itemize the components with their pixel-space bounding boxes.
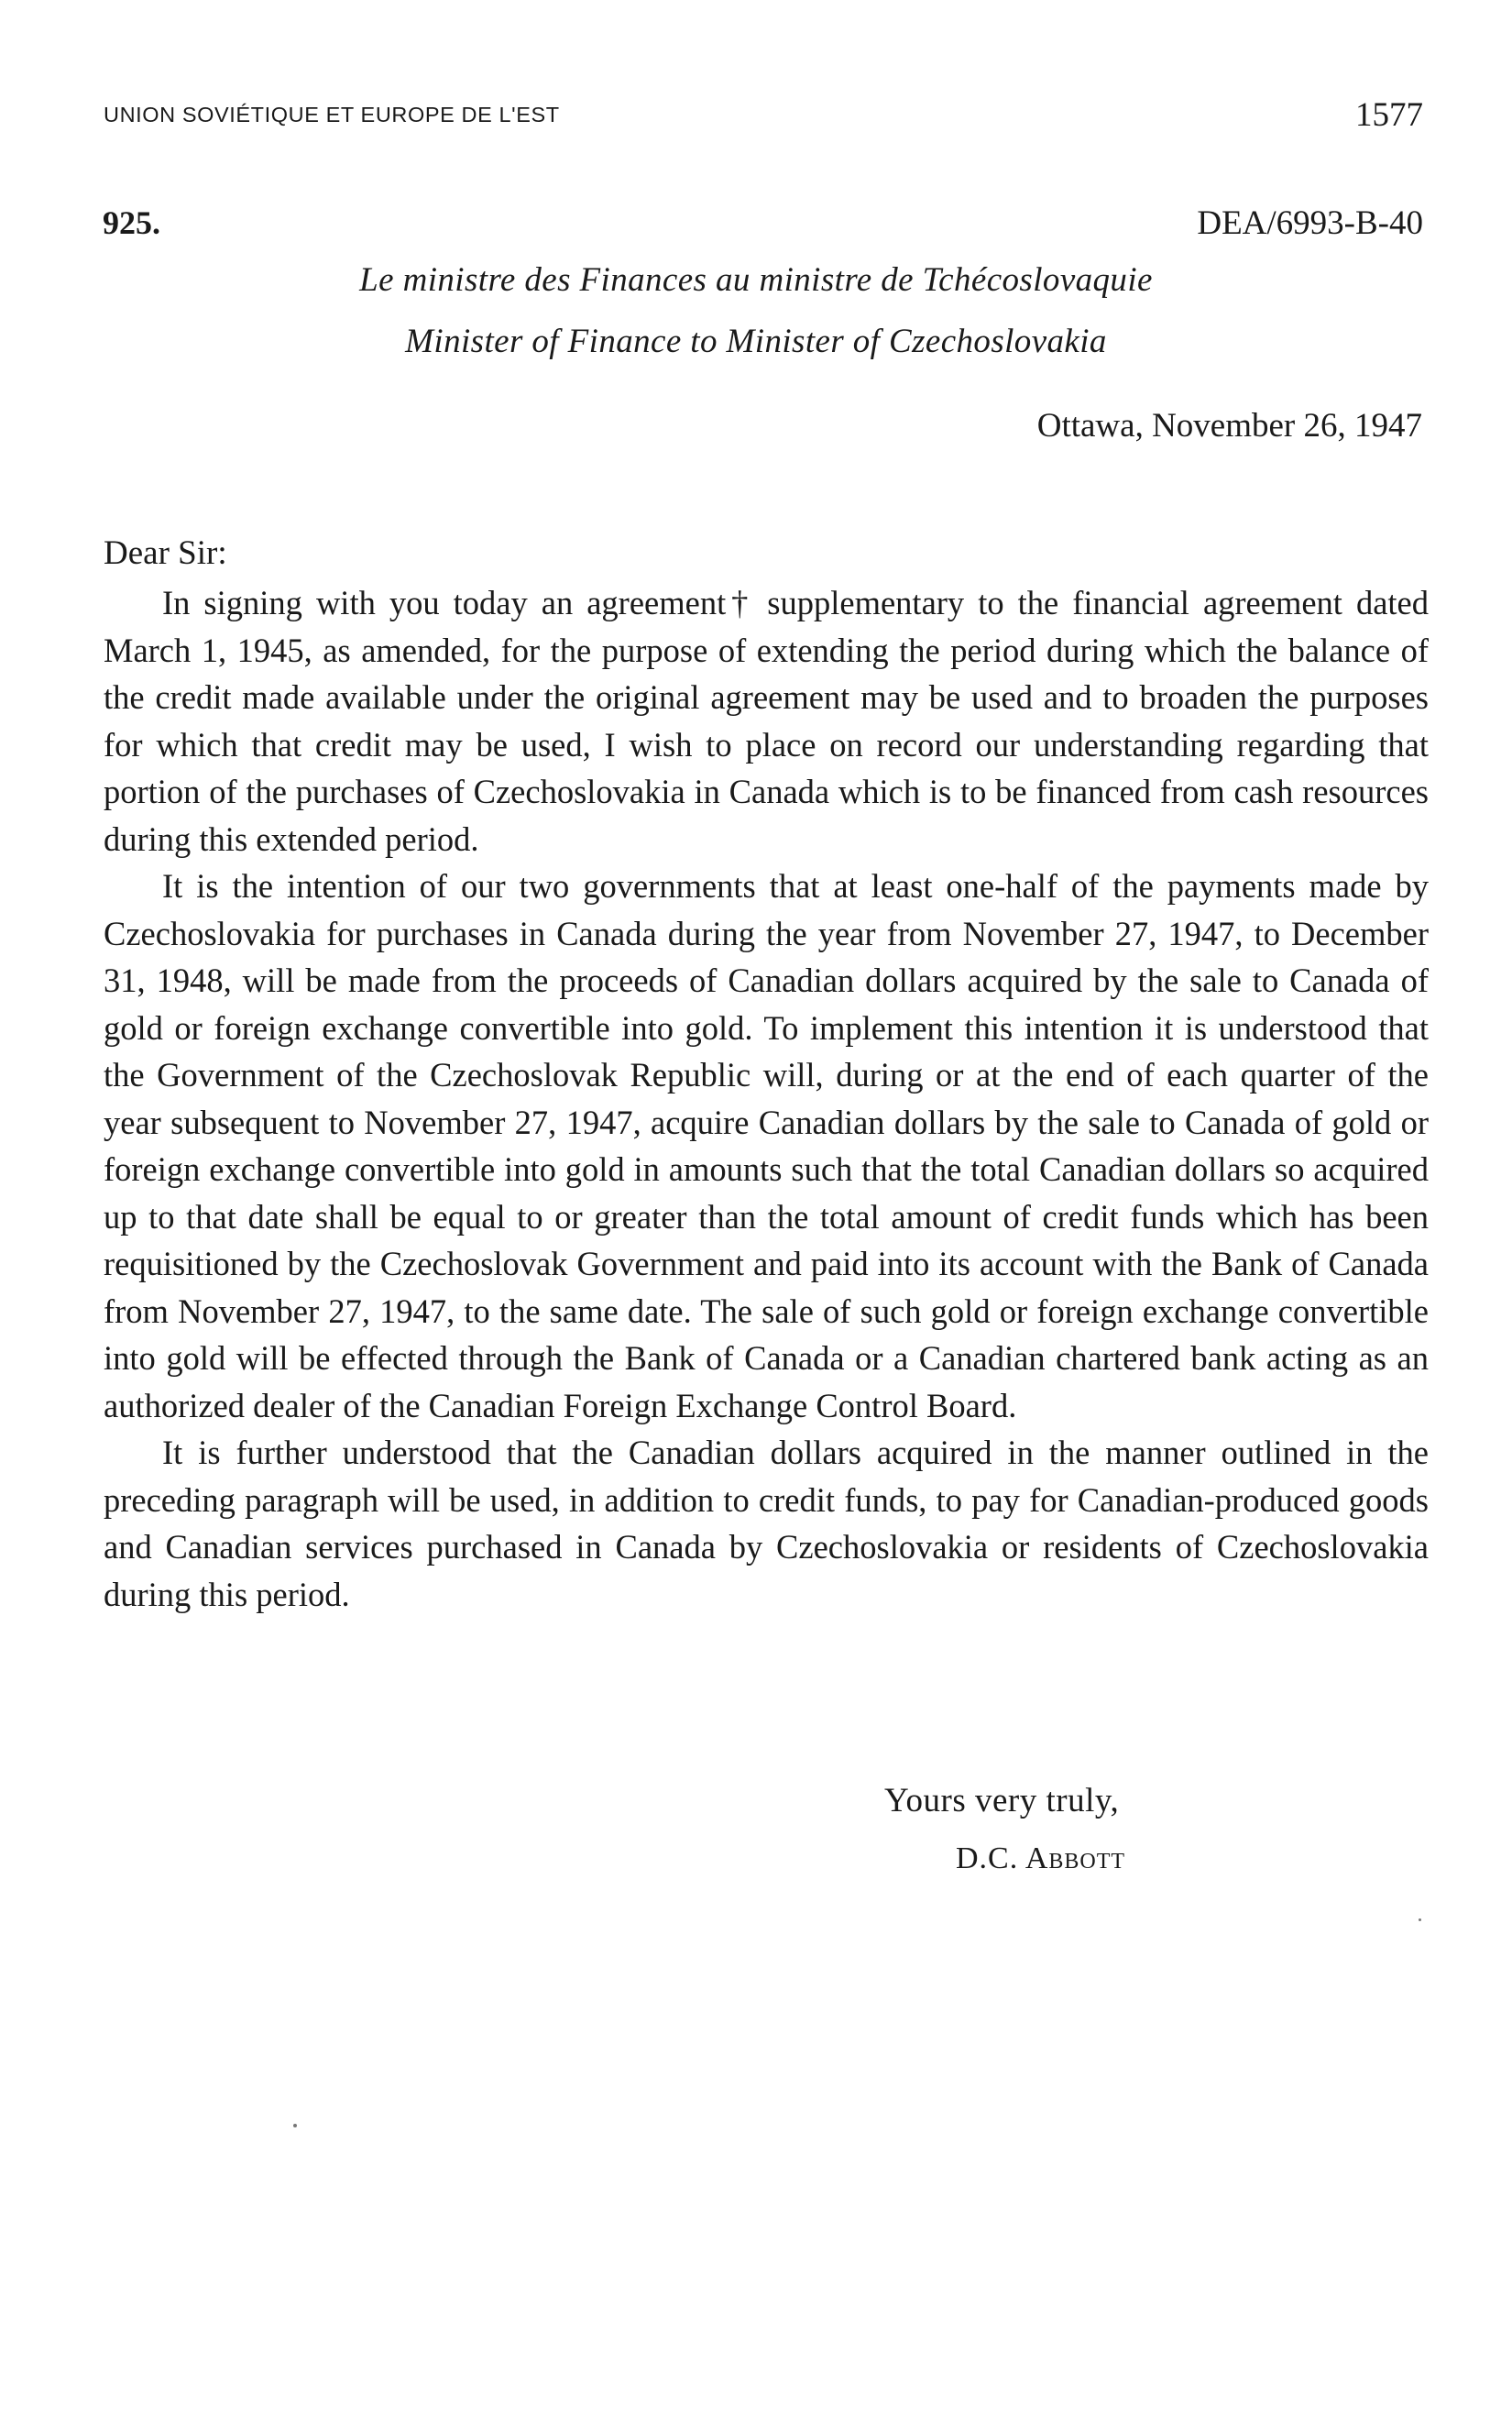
- running-head: UNION SOVIÉTIQUE ET EUROPE DE L'EST: [104, 103, 560, 126]
- page-number: 1577: [1355, 96, 1423, 134]
- title-english: Minister of Finance to Minister of Czechoslovakia: [405, 323, 1107, 360]
- title-french: Le ministre des Finances au ministre de Tchécoslovaquie: [359, 261, 1153, 299]
- body-paragraph-2: It is the intention of our two governments that at least one-half of the payments made by Czechoslovakia for purchases in Canada during the year from November 27, 1947, to December 31, 1948, will be made from the proceeds of Canadian dollars acquired by the sale to Canada of gold or foreign exchange convertible into gold. To implement this intention it is understood that the Government of the Czechoslovak Republic will, during or at the end of each quarter of the year subsequent to November 27, 1947, acquire Canadian dollars by the sale to Canada of gold or foreign exchange convertible into gold in amounts such that the total Canadian dollars so acquired up to that date shall be equal to or greater than the total amount of credit funds which has been requisitioned by the Czechoslovak Government and paid into its account with the Bank of Canada from November 27, 1947, to the same date. The sale of such gold or foreign exchange convertible into gold will be effected through the Bank of Canada or a Canadian chartered bank acting as an authorized dealer of the Canadian Foreign Exchange Control Board.: [104, 867, 1429, 1424]
- letter-body: [104, 579, 1429, 1618]
- dateline: Ottawa, November 26, 1947: [1036, 407, 1422, 445]
- document-reference: DEA/6993-B-40: [1197, 204, 1423, 242]
- body-paragraph-3: It is further understood that the Canadian dollars acquired in the manner outlined in the preceding paragraph will be used, in addition to credit funds, to pay for Canadian-produced goods and Canadian services purchased in Canada by Czechoslovakia or residents of Czechoslovakia during this period.: [104, 1434, 1429, 1613]
- salutation: Dear Sir:: [104, 534, 227, 572]
- document-number: 925.: [103, 204, 160, 241]
- scan-speck: [1419, 1918, 1421, 1921]
- closing: Yours very truly,: [884, 1782, 1120, 1819]
- body-paragraph-1: In signing with you today an agreement† supplementary to the financial agreement dated March 1, 1945, as amended, for the purpose of extending the period during which the balance of the credit made available under the original agreement may be used and to broaden the purposes for which that credit may be used, I wish to place on record our understanding regarding that portion of the purchases of Czechoslovakia in Canada which is to be financed from cash resources during this extended period.: [104, 584, 1429, 858]
- scan-speck: [293, 2124, 297, 2127]
- signature: D.C. Abbott: [956, 1841, 1126, 1875]
